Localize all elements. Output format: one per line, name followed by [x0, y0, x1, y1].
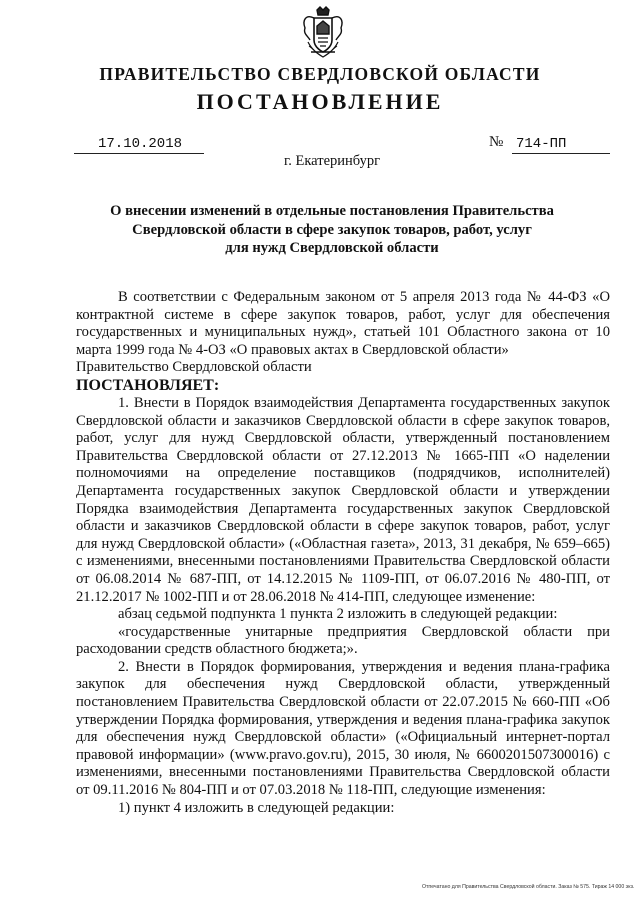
item-1-quote: «государственные унитарные предприятия Свердловской области при расходовании средств областного бюджета;». [76, 623, 610, 658]
resolves-heading: ПОСТАНОВЛЯЕТ: [76, 376, 220, 394]
preamble-end: Правительство Свердловской области [76, 359, 312, 376]
item-1-paragraph: 1. Внести в Порядок взаимодействия Департамента государственных закупок Свердловской области и заказчиков Свердловской области в сфере закупок товаров, работ, услуг для нужд Свердловской области, утвержденный постановлением Правительства Свердловской области от 27.12.2013 № 1665-ПП «О наделении полномочиями на определение поставщиков (подрядчиков, исполнителей) Департамента государственных закупок Свердловской области и утверждении Порядка взаимодействия Департамента государственных закупок Свердловской области и заказчиков Свердловской области в сфере закупок товаров, работ, услуг для нужд Свердловской области» («Областная газета», 2013, 31 декабря, № 659–665) с изменениями, внесенными постановлениями Правительства Свердловской области от 06.08.2014 № 687-ПП, от 14.12.2015 № 1109-ПП, от 06.07.2016 № 480-ПП, от 21.12.2017 № 1002-ПП и от 28.06.2018 № 414-ПП, следующее изменение: [76, 394, 610, 605]
document-date: 17.10.2018 [74, 136, 204, 154]
document-number: 714-ПП [512, 136, 610, 154]
heading-line-3: для нужд Свердловской области [225, 240, 439, 256]
heading-line-2: Свердловской области в сфере закупок товаров, работ, услуг [132, 221, 532, 238]
item-1-subparagraph: абзац седьмой подпункта 1 пункта 2 изложить в следующей редакции: [118, 606, 558, 623]
item-2-paragraph: 2. Внести в Порядок формирования, утверждения и ведения плана-графика закупок для обеспечения нужд Свердловской области, утвержденный постановлением Правительства Свердловской области от 22.07.2015 № 660-ПП «Об утверждении Порядка формирования, утверждения и ведения плана-графика закупок для обеспечения нужд Свердловской области» («Официальный интернет-портал правовой информации» (www.pravo.gov.ru), 2015, 30 июля, № 6600201507300016) с изменениями, внесенными постановлениями Правительства Свердловской области от 09.11.2016 № 804-ПП и от 07.03.2018 № 118-ПП, следующие изменения: [76, 658, 610, 799]
document-type: ПОСТАНОВЛЕНИЕ [196, 89, 444, 114]
number-sign: № [489, 134, 504, 150]
government-name: ПРАВИТЕЛЬСТВО СВЕРДЛОВСКОЙ ОБЛАСТИ [99, 64, 541, 84]
preamble-paragraph: В соответствии с Федеральным законом от 5 апреля 2013 года № 44-ФЗ «О контрактной системе в сфере закупок товаров, работ, услуг для обеспечения государственных и муниципальных нужд», статьей 101 Областного закона от 10 марта 1999 года № 4-ОЗ «О правовых актах в Свердловской области» [76, 289, 610, 358]
document-body [76, 289, 610, 817]
coat-of-arms-icon [300, 6, 346, 60]
city: г. Екатеринбург [283, 153, 381, 169]
heading-line-1: О внесении изменений в отдельные постановления Правительства [110, 203, 554, 219]
print-footer: Отпечатано для Правительства Свердловской области. Заказ № 575. Тираж 14 000 экз. [422, 884, 635, 890]
document-heading [80, 202, 584, 258]
item-2-subparagraph: 1) пункт 4 изложить в следующей редакции: [118, 799, 395, 816]
